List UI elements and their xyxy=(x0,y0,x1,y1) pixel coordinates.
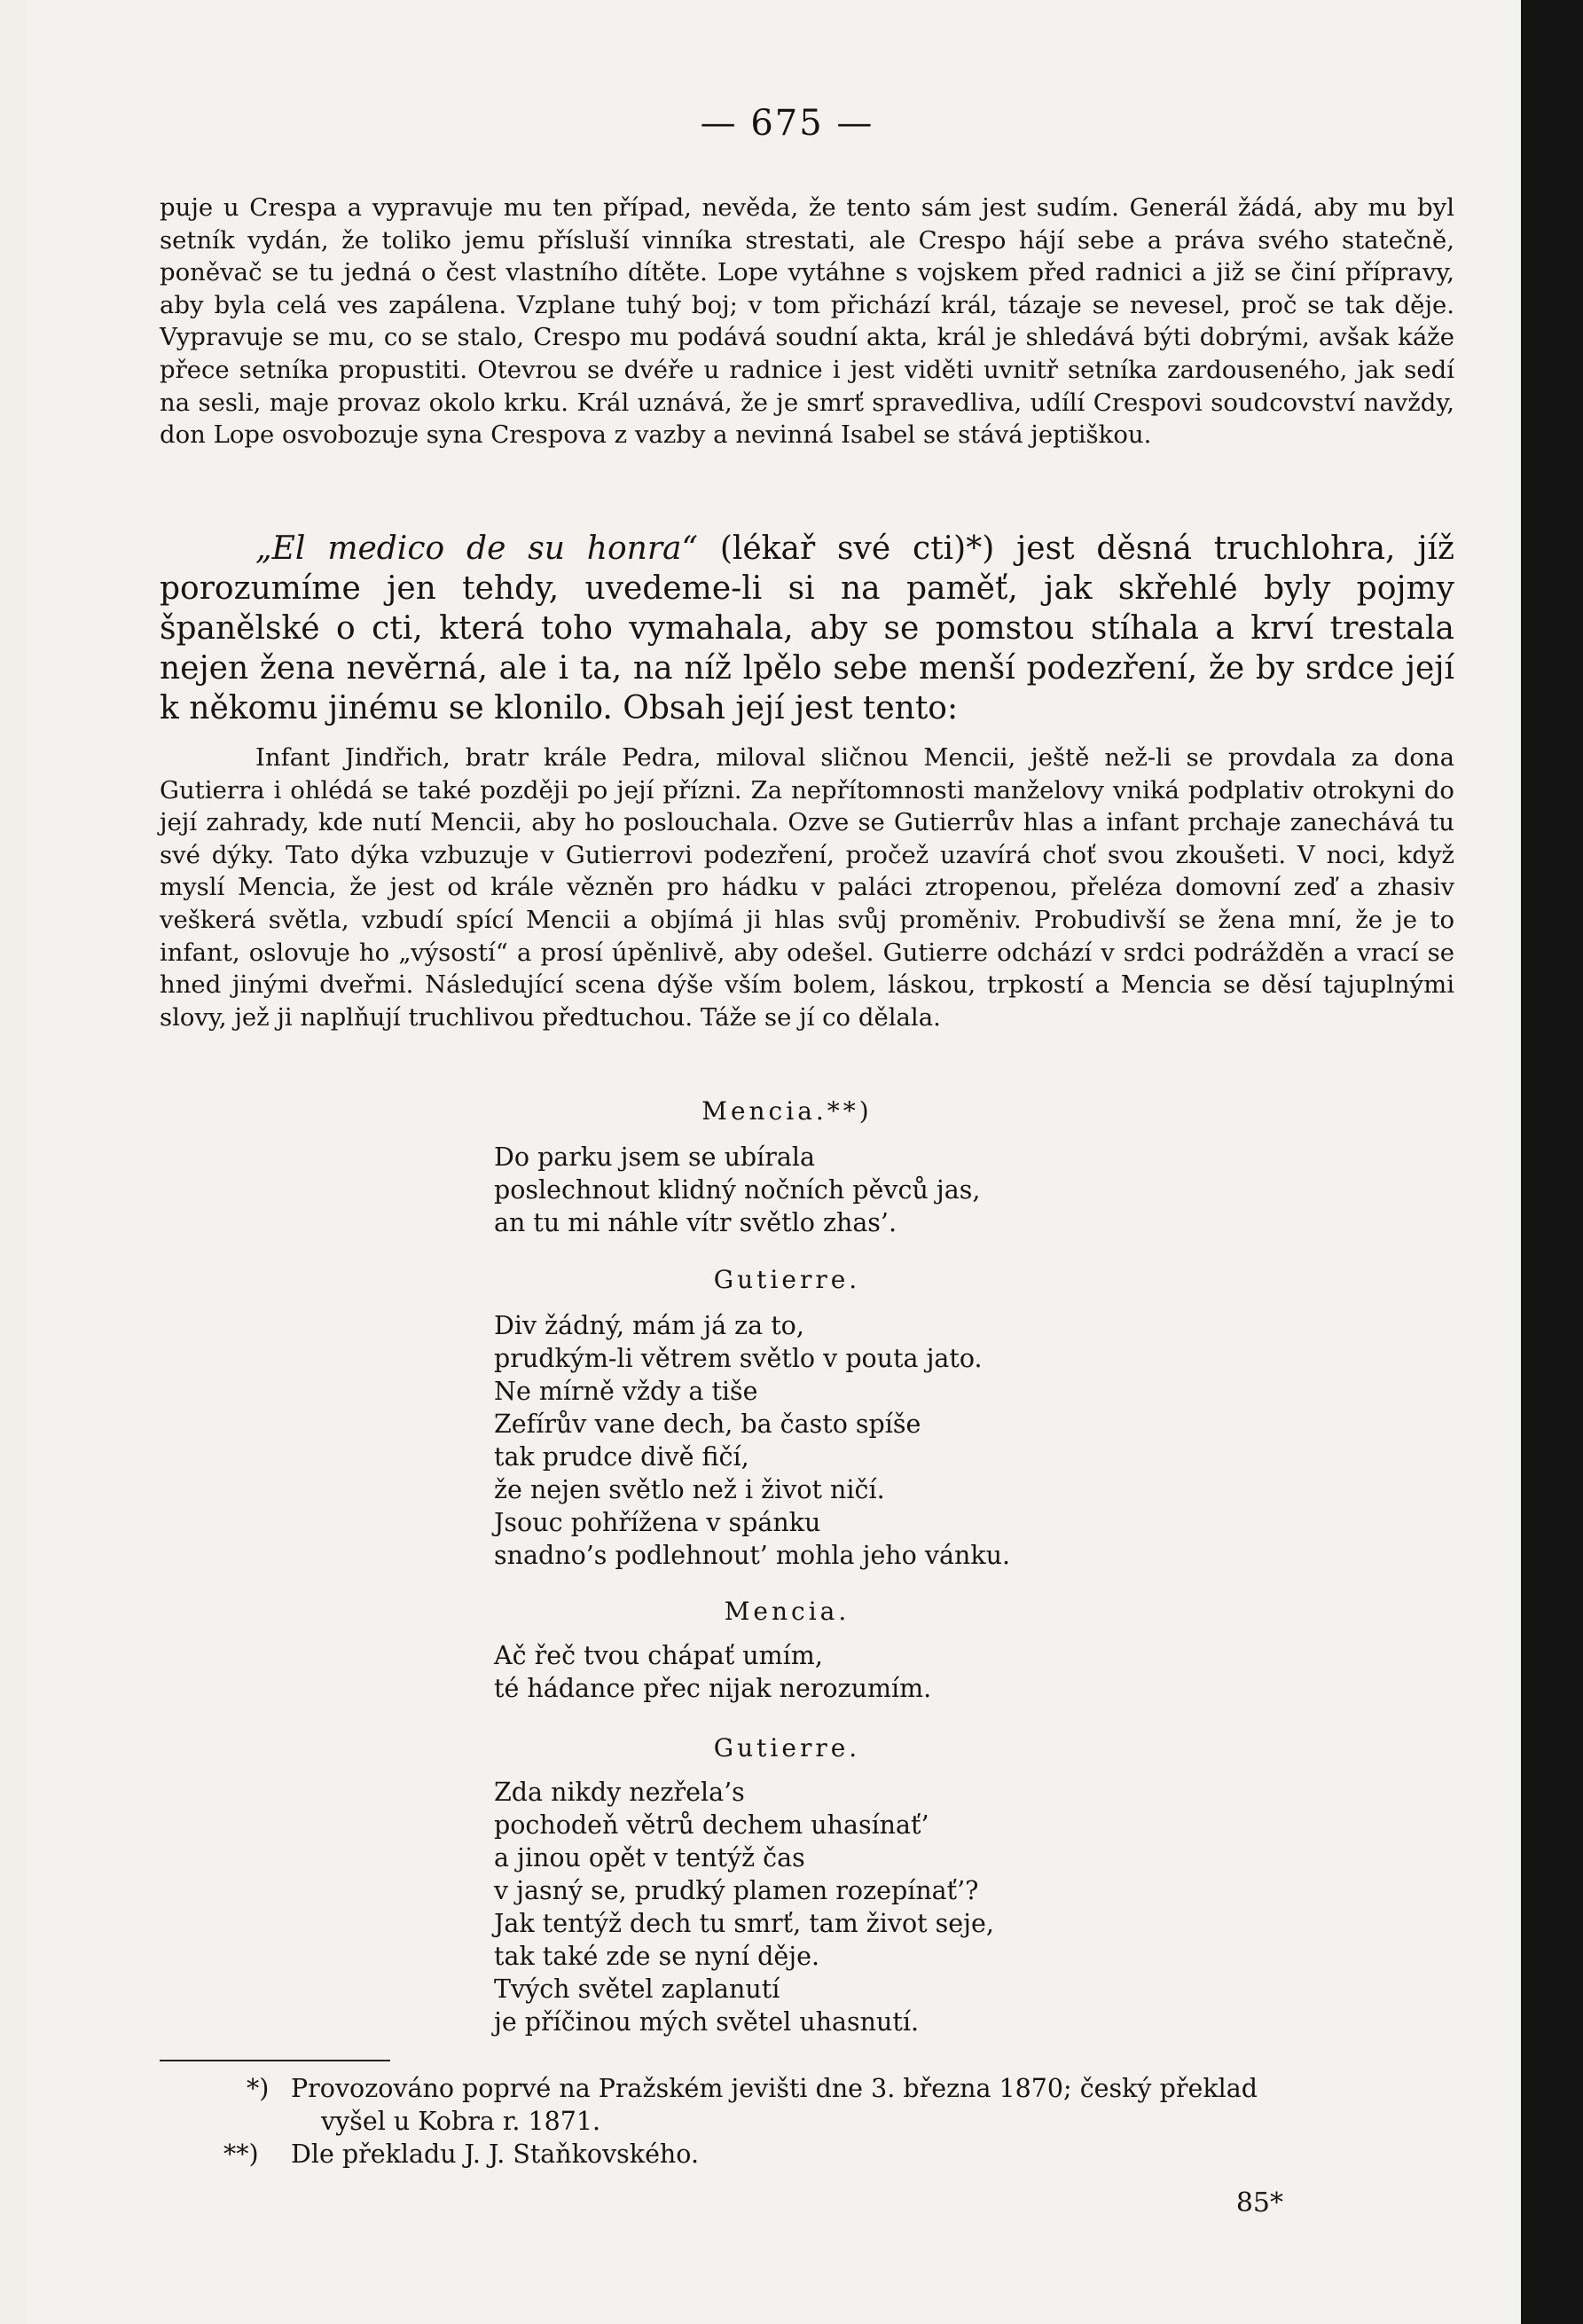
signature-mark: 85* xyxy=(1235,2187,1283,2218)
footnote-mark-2: **) xyxy=(223,2139,259,2169)
footnote-text-2: Dle překladu J. J. Staňkovského. xyxy=(291,2139,700,2169)
speaker-mencia-1: Mencia.**) xyxy=(701,1096,873,1126)
verse-line: Tvých světel zaplanutí xyxy=(494,1975,780,2004)
verse-line: té hádance přec nijak nerozumím. xyxy=(494,1674,932,1703)
verse-line: Zefírův vane dech, ba často spíše xyxy=(494,1409,921,1439)
verse-block-2 xyxy=(494,1309,1010,1572)
verse-line: Ač řeč tvou chápať umím, xyxy=(494,1641,823,1670)
speaker-gutierre-2: Gutierre. xyxy=(713,1733,861,1763)
verse-line: v jasný se, prudký plamen rozepínať’? xyxy=(494,1876,979,1905)
verse-line: Zda nikdy nezřela’s xyxy=(494,1778,745,1807)
verse-line: poslechnout klidný nočních pěvců jas, xyxy=(494,1175,981,1205)
verse-block-1 xyxy=(494,1141,980,1239)
main-text-body: (lékař své cti)*) jest děsná truchlohra, jíž porozumíme jen tehdy, uvedeme-li si na paměť, jak skřehlé byly pojmy španělské o cti, která toho vymahala, aby se pomstou stíhala a krví trestala nejen žena nevěrná, ale i ta, na níž lpělo sebe menší podezření, že by srdce její k někomu jinému se klonilo. Obsah její jest tento: xyxy=(160,530,1455,726)
verse-line: tak prudce divě fičí, xyxy=(494,1442,749,1472)
verse-line: prudkým-li větrem světlo v pouta jato. xyxy=(494,1344,983,1373)
footnote-mark-1: *) xyxy=(247,2074,270,2103)
verse-line: snadno’s podlehnout’ mohla jeho vánku. xyxy=(494,1541,1011,1570)
verse-line: Jsouc pohřížena v spánku xyxy=(494,1508,821,1537)
verse-line: an tu mi náhle vítr světlo zhas’. xyxy=(494,1208,897,1237)
verse-line: Do parku jsem se ubírala xyxy=(494,1142,816,1172)
intro-paragraph xyxy=(160,192,1454,451)
footnote-text-1a: Provozováno poprvé na Pražském jevišti dne 3. března 1870; český překlad xyxy=(291,2074,1258,2103)
speaker-gutierre-1: Gutierre. xyxy=(713,1265,861,1294)
footnote-text-1b: vyšel u Kobra r. 1871. xyxy=(321,2107,601,2136)
main-text xyxy=(160,529,1454,728)
verse-line: je příčinou mých světel uhasnutí. xyxy=(494,2007,920,2037)
page-number: — 675 — xyxy=(700,103,874,144)
verse-block-4 xyxy=(494,1776,994,2038)
verse-line: pochodeň větrů dechem uhasínať’ xyxy=(494,1810,929,1840)
verse-line: Div žádný, mám já za to, xyxy=(494,1311,804,1340)
verse-line: Ne mírně vždy a tiše xyxy=(494,1377,758,1406)
intro-text: puje u Crespa a vypravuje mu ten případ, nevěda, že tento sám jest sudím. Generál žádá, aby mu byl setník vydán, že toliko jemu přísluší vinníka strestati, ale Crespo hájí sebe a práva svého statečně, poněvač se tu jedná o čest vlastního dítěte. Lope vytáhne s vojskem před radnici a již se činí přípravy, aby byla celá ves zapálena. Vzplane tuhý boj; v tom přichází král, tázaje se nevesel, proč se tak děje. Vypravuje se mu, co se stalo, Crespo mu podává soudní akta, král je shledává býti dobrými, avšak káže přece setníka propustiti. Otevrou se dvéře u radnice i jest viděti uvnitř setníka zardouseného, jak sedí na sesli, maje provaz okolo krku. Král uznává, že je smrť spravedliva, udílí Crespovi soudcovství navždy, don Lope osvobozuje syna Crespova z vazby a nevinná Isabel se stává jeptiškou. xyxy=(160,193,1454,450)
verse-line: a jinou opět v tentýž čas xyxy=(494,1843,805,1873)
main-paragraph xyxy=(160,529,1454,728)
synopsis-text: Infant Jindřich, bratr krále Pedra, miloval sličnou Mencii, ještě než-li se provdala za dona Gutierra i ohlédá se také později po její přízni. Za nepřítomnosti manželovy vniká podplativ otrokyni do její zahrady, kde nutí Mencii, aby ho poslouchala. Ozve se Gutierrův hlas a infant prchaje zanechává tu své dýky. Tato dýka vzbuzuje v Gutierrovi podezření, pročež uzavírá choť svou zkoušeti. V noci, když myslí Mencia, že jest od krále vězněn pro hádku v paláci ztropenou, přeléza domovní zeď a zhasiv veškerá světla, vzbudí spící Mencii a objímá ji hlas svůj proměniv. Probudivší se žena mní, že je to infant, oslovuje ho „výsostí“ a prosí úpěnlivě, aby odešel. Gutierre odchází v srdci podrážděn a vrací se hned jinými dveřmi. Následující scena dýše vším bolem, láskou, trpkostí a Mencia se děsí tajuplnými slovy, jež ji naplňují truchlivou předtuchou. Táže se jí co dělala. xyxy=(160,743,1454,1032)
verse-block-3 xyxy=(494,1639,931,1705)
footnote-rule xyxy=(160,2060,390,2061)
verse-line: tak také zde se nyní děje. xyxy=(494,1942,820,1971)
speaker-mencia-2: Mencia. xyxy=(724,1597,850,1626)
play-title: „El medico de su honra“ xyxy=(255,530,698,567)
synopsis-paragraph xyxy=(160,742,1454,1033)
scan-edge xyxy=(1521,0,1583,2324)
verse-line: že nejen světlo než i život ničí. xyxy=(494,1475,885,1504)
verse-line: Jak tentýž dech tu smrť, tam život seje, xyxy=(494,1909,994,1938)
